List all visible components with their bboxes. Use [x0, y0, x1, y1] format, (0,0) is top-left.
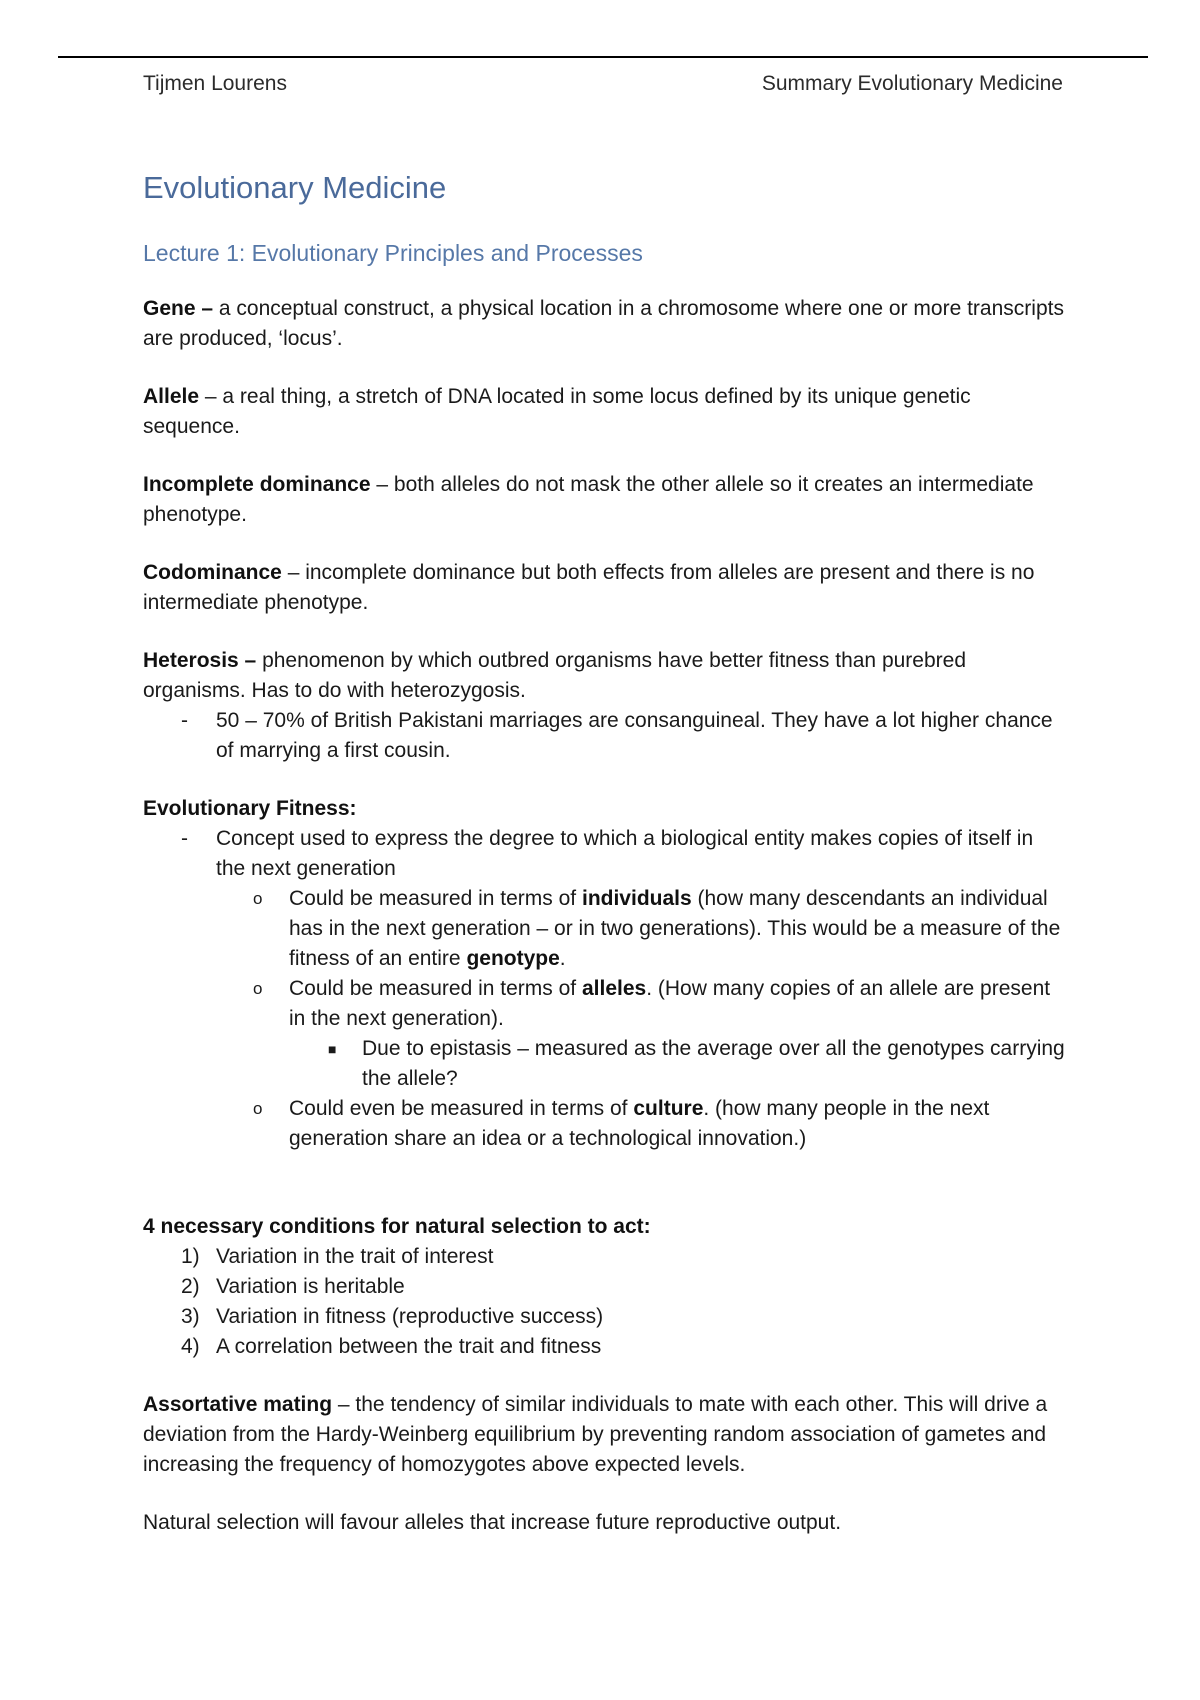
definition-heterosis-text: phenomenon by which outbred organisms have better fitness than purebred organisms. Has to do with heterozygosis.	[143, 649, 967, 702]
definition-gene	[143, 294, 1068, 354]
circle-bullet-icon: o	[253, 979, 263, 998]
definition-heterosis	[143, 646, 1068, 766]
fitness-sub2-post: . (How many copies of an allele are present in the next generation).	[289, 977, 1051, 1030]
list-item	[143, 1094, 1068, 1154]
term-heterosis: Heterosis –	[143, 649, 257, 672]
fitness-sub1-post: .	[559, 947, 566, 970]
list-item	[143, 1272, 1068, 1302]
fitness-sub3-bold: culture	[633, 1097, 704, 1120]
header-doc-label: Summary Evolutionary Medicine	[761, 72, 1063, 95]
fitness-sub3-pre: Could even be measured in terms of	[289, 1097, 634, 1120]
definition-gene-text: a conceptual construct, a physical location in a chromosome where one or more transcripts are produced, ‘locus’.	[143, 297, 1064, 350]
header-author: Tijmen Lourens	[143, 72, 287, 95]
definition-assortative-text: – the tendency of similar individuals to mate with each other. This will drive a deviation from the Hardy-Weinberg equilibrium by preventing random association of gametes and increasing the frequency of homozygotes above expected levels.	[143, 1393, 1048, 1476]
heterosis-paragraph	[143, 646, 1068, 706]
list-item	[143, 706, 1068, 766]
item-text: Variation in the trait of interest	[216, 1245, 494, 1268]
term-assortative-mating: Assortative mating	[143, 1393, 333, 1416]
square-bullet-icon: ■	[328, 1041, 337, 1057]
item-text: A correlation between the trait and fitness	[216, 1335, 602, 1358]
list-item	[143, 1242, 1068, 1272]
item-number: 3)	[181, 1305, 200, 1328]
item-number: 4)	[181, 1335, 200, 1358]
list-item	[143, 824, 1068, 884]
circle-bullet-icon: o	[253, 1099, 263, 1118]
fitness-sub2-subsub: Due to epistasis – measured as the average over all the genotypes carrying the allele?	[362, 1037, 1065, 1090]
conditions-heading	[143, 1212, 1068, 1242]
list-item	[143, 884, 1068, 974]
dash-bullet-icon: -	[181, 827, 188, 850]
term-incomplete-dominance: Incomplete dominance	[143, 473, 371, 496]
closing-statement: Natural selection will favour alleles that increase future reproductive output.	[143, 1511, 842, 1534]
item-number: 1)	[181, 1245, 200, 1268]
fitness-sub3-post: . (how many people in the next generation share an idea or a technological innovation.)	[289, 1097, 990, 1150]
fitness-heading	[143, 794, 1068, 824]
term-gene: Gene –	[143, 297, 214, 320]
fitness-heading-text: Evolutionary Fitness:	[143, 797, 357, 820]
fitness-sub2-pre: Could be measured in terms of	[289, 977, 582, 1000]
term-codominance: Codominance	[143, 561, 282, 584]
fitness-bullet-text: Concept used to express the degree to which a biological entity makes copies of itself in the next generation	[216, 827, 1034, 880]
document-body	[143, 168, 1068, 1538]
list-item	[143, 1034, 1068, 1094]
lecture-heading: Lecture 1: Evolutionary Principles and Processes	[143, 240, 643, 266]
fitness-sub1-pre: Could be measured in terms of	[289, 887, 582, 910]
definition-codominance	[143, 558, 1068, 618]
item-number: 2)	[181, 1275, 200, 1298]
fitness-sub1-bold2: genotype	[466, 947, 560, 970]
conditions-heading-text: 4 necessary conditions for natural selection to act:	[143, 1215, 651, 1238]
definition-assortative-mating	[143, 1390, 1068, 1480]
list-item	[143, 1302, 1068, 1332]
definition-incomplete-dominance	[143, 470, 1068, 530]
header-rule	[58, 56, 1148, 58]
list-item	[143, 974, 1068, 1034]
fitness-sub1-bold: individuals	[581, 887, 692, 910]
fitness-sub2-bold: alleles	[581, 977, 647, 1000]
item-text: Variation in fitness (reproductive success)	[216, 1305, 604, 1328]
circle-bullet-icon: o	[253, 889, 263, 908]
fitness-section	[143, 794, 1068, 1154]
definition-incomplete-text: – both alleles do not mask the other allele so it creates an intermediate phenotype.	[143, 473, 1034, 526]
document-title: Evolutionary Medicine	[143, 170, 447, 205]
definition-codominance-text: – incomplete dominance but both effects from alleles are present and there is no intermediate phenotype.	[143, 561, 1035, 614]
conditions-section	[143, 1212, 1068, 1362]
definition-allele	[143, 382, 1068, 442]
term-allele: Allele	[143, 385, 200, 408]
heterosis-bullet-text: 50 – 70% of British Pakistani marriages are consanguineal. They have a lot higher chance of marrying a first cousin.	[216, 709, 1053, 762]
dash-bullet-icon: -	[181, 709, 188, 732]
fitness-sub1-mid: (how many descendants an individual has in the next generation – or in two generations). This would be a measure of the fitness of an entire	[289, 887, 1061, 970]
definition-allele-text: – a real thing, a stretch of DNA located in some locus defined by its unique genetic sequence.	[143, 385, 971, 438]
item-text: Variation is heritable	[216, 1275, 405, 1298]
list-item	[143, 1332, 1068, 1362]
